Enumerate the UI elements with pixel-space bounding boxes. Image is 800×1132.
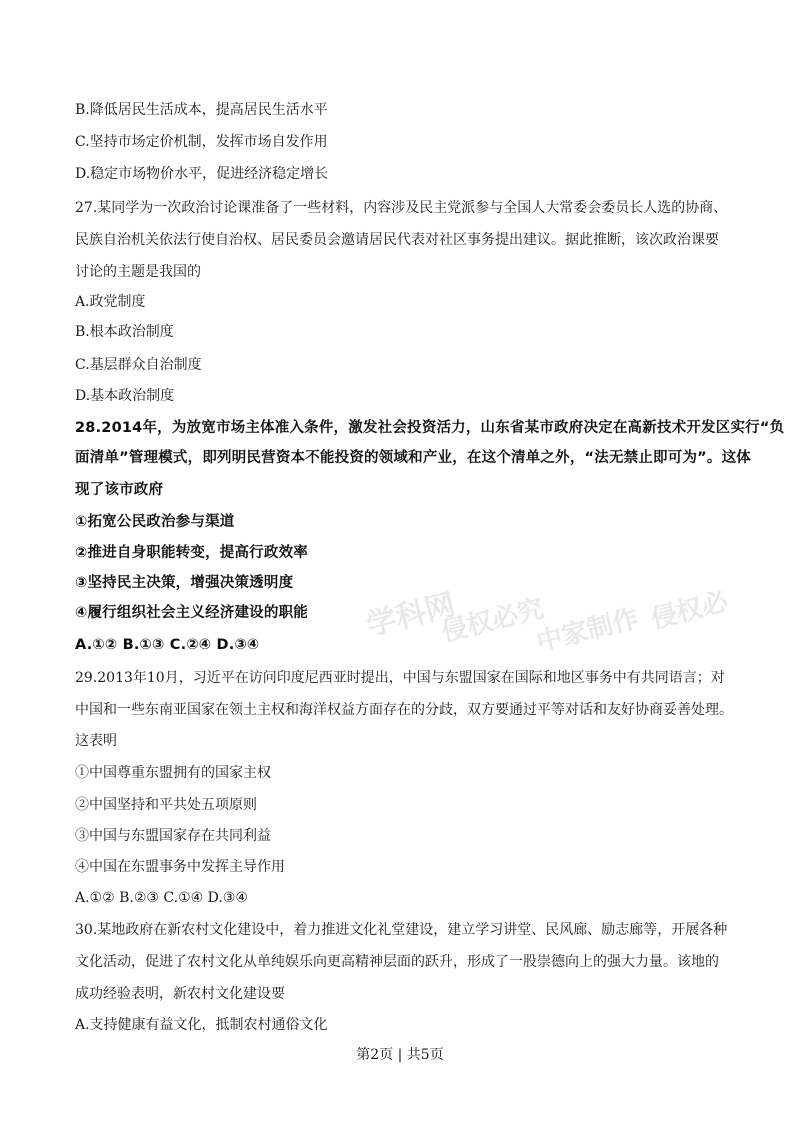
option-a-q30: A.支持健康有益文化，抵制农村通俗文化 xyxy=(75,1017,328,1033)
option-d-q26: D.稳定市场物价水平，促进经济稳定增长 xyxy=(75,166,329,182)
question-28-line-3: 现了该市政府 xyxy=(75,482,164,498)
question-27-line-1: 27.某同学为一次政治讨论课准备了一些材料，内容涉及民主党派参与全国人大常委会委员长人选的协商、 xyxy=(75,200,728,216)
option-c-q26: C.坚持市场定价机制，发挥市场自发作用 xyxy=(75,134,328,150)
option-c-q27: C.基层群众自治制度 xyxy=(75,357,202,373)
watermark-text: 中家制作 xyxy=(533,603,642,659)
watermark-text: 侵权必究 xyxy=(438,593,547,649)
question-30-line-1: 30.某地政府在新农村文化建设中，着力推进文化礼堂建设，建立学习讲堂、民风廊、励志廊等，开展各种 xyxy=(75,922,728,938)
watermark-text: 学科网 xyxy=(362,587,459,644)
page-footer: 第2页 | 共5页 xyxy=(356,1047,444,1063)
option-b-q26: B.降低居民生活成本，提高居民生活水平 xyxy=(75,102,328,118)
statement-3-q28: ③坚持民主决策，增强决策透明度 xyxy=(75,575,294,591)
option-a-q27: A.政党制度 xyxy=(75,294,146,310)
question-30-line-2: 文化活动，促进了农村文化从单纯娱乐向更高精神层面的跃升，形成了一股崇德向上的强大力量。该地的 xyxy=(75,954,719,970)
statement-1-q29: ①中国尊重东盟拥有的国家主权 xyxy=(75,765,271,781)
question-29-line-2: 中国和一些东南亚国家在领土主权和海洋权益方面存在的分歧，双方要通过平等对话和友好协商妥善处理。 xyxy=(75,702,733,718)
question-27-line-2: 民族自治机关依法行使自治权、居民委员会邀请居民代表对社区事务提出建议。据此推断，该次政治课要 xyxy=(75,232,719,248)
question-29-line-3: 这表明 xyxy=(75,733,117,749)
question-30-line-3: 成功经验表明，新农村文化建设要 xyxy=(75,986,285,1002)
statement-1-q28: ①拓宽公民政治参与渠道 xyxy=(75,514,235,530)
question-28-line-1: 28.2014年，为放宽市场主体准入条件，激发社会投资活力，山东省某市政府决定在高新技术开发区实行“负 xyxy=(75,420,785,436)
answer-options-q28: A.①② B.①③ C.②④ D.③④ xyxy=(75,637,260,653)
watermark-text: 侵权必 xyxy=(648,586,732,635)
question-28-line-2: 面清单”管理模式，即列明民营资本不能投资的领域和产业，在这个清单之外，“法无禁止即可为”。这体 xyxy=(75,450,751,466)
statement-3-q29: ③中国与东盟国家存在共同利益 xyxy=(75,828,271,844)
statement-2-q28: ②推进自身职能转变，提高行政效率 xyxy=(75,545,308,561)
statement-4-q28: ④履行组织社会主义经济建设的职能 xyxy=(75,605,308,621)
answer-options-q29: A.①② B.②③ C.①④ D.③④ xyxy=(75,890,248,906)
statement-2-q29: ②中国坚持和平共处五项原则 xyxy=(75,797,257,813)
option-d-q27: D.基本政治制度 xyxy=(75,388,175,404)
question-27-line-3: 讨论的主题是我国的 xyxy=(75,264,201,280)
question-29-line-1: 29.2013年10月，习近平在访问印度尼西亚时提出，中国与东盟国家在国际和地区事务中有共同语言；对 xyxy=(75,670,725,686)
option-b-q27: B.根本政治制度 xyxy=(75,324,174,340)
statement-4-q29: ④中国在东盟事务中发挥主导作用 xyxy=(75,859,285,875)
